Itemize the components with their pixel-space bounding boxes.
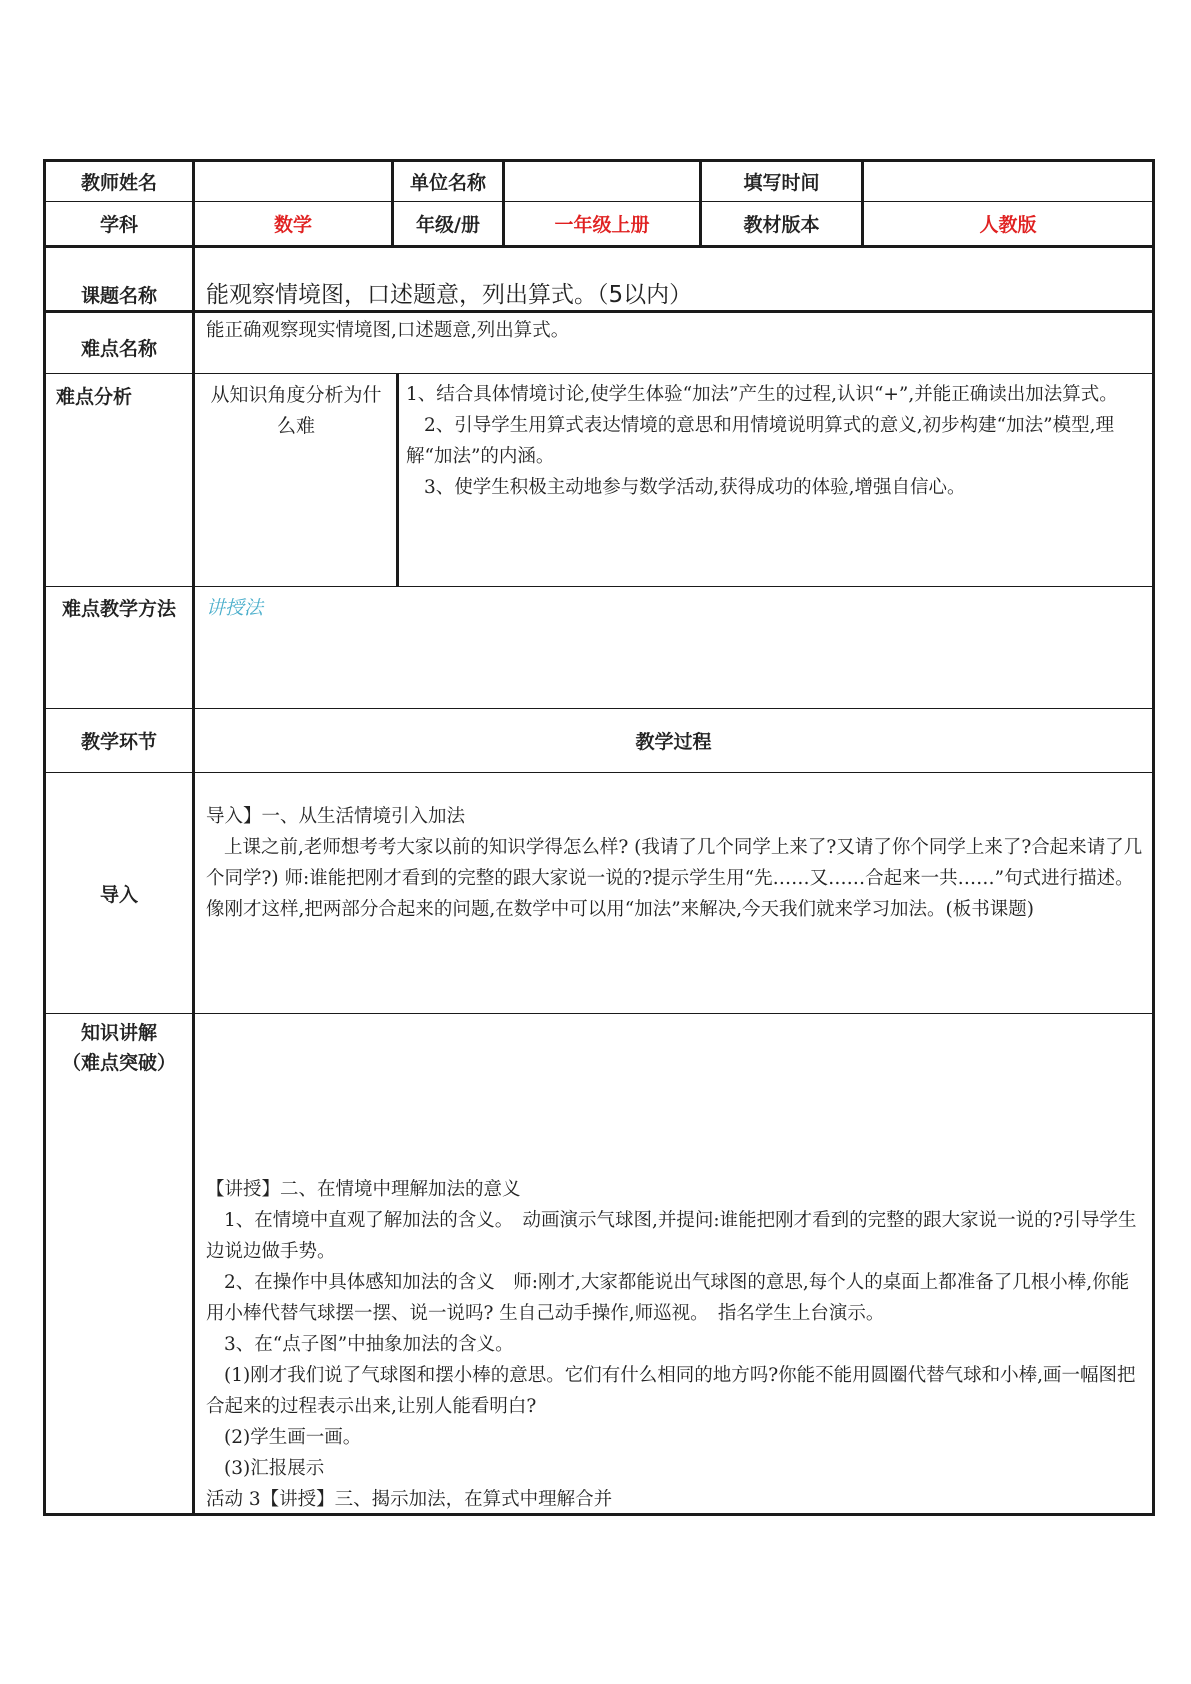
explain-paragraph: (2)学生画一画。 [224,1427,362,1448]
fill-time-field[interactable] [864,162,1152,201]
topic-value: 能观察情境图，口述题意，列出算式。（5以内） [206,282,693,308]
intro-label: 导入 [99,883,138,906]
subject-label: 学科 [99,214,138,236]
teacher-name-label: 教师姓名 [80,172,157,194]
explain-content [206,1174,1146,1515]
row-divider [43,373,1155,374]
explain-paragraph: 活动 3【讲授】三、揭示加法，在算式中理解合并 [206,1489,613,1510]
difficulty-value: 能正确观察现实情境图,口述题意,列出算式。 [206,320,570,341]
unit-name-field[interactable] [505,162,699,201]
explain-paragraph: 3、在“点子图”中抽象加法的含义。 [224,1334,514,1355]
analysis-point: 2、引导学生用算式表达情境的意思和用情境说明算式的意义,初步构建“加法”模型,理解“加法”的内涵。 [406,415,1114,467]
row-divider [43,772,1155,773]
intro-heading: 导入】一、从生活情境引入加法 [206,806,466,827]
difficulty-label: 难点名称 [80,337,157,360]
analysis-sub-label: 从知识角度分析为什么难 [210,384,382,437]
explain-paragraph: (3)汇报展示 [224,1458,325,1479]
explain-label-line: 知识讲解 [80,1022,157,1044]
grade-value: 一年级上册 [554,214,650,236]
grade-label: 年级/册 [416,214,480,236]
analysis-label: 难点分析 [56,385,133,408]
edition-value: 人教版 [979,214,1037,236]
column-divider [192,159,195,1516]
subject-value: 数学 [273,214,312,236]
process-header: 教学过程 [635,731,712,753]
fill-time-label: 填写时间 [743,172,820,194]
stage-header: 教学环节 [80,731,157,753]
intro-content [206,801,1146,925]
teacher-name-field[interactable] [195,162,391,201]
analysis-points [406,379,1146,503]
explain-paragraph: (1)刚才我们说了气球图和摆小棒的意思。它们有什么相同的地方吗?你能不能用圆圈代替气球和小棒,画一幅图把合起来的过程表示出来,让别人能看明白? [206,1365,1136,1417]
unit-name-label: 单位名称 [409,172,486,194]
row-divider [43,245,1155,248]
edition-label: 教材版本 [743,214,820,236]
column-divider [396,374,399,586]
analysis-point: 3、使学生积极主动地参与数学活动,获得成功的体验,增强自信心。 [424,477,966,498]
row-divider [43,1013,1155,1014]
method-label: 难点教学方法 [61,597,176,620]
table-right-border [1152,159,1155,1516]
explain-heading: 【讲授】二、在情境中理解加法的意义 [206,1179,521,1200]
analysis-point: 1、结合具体情境讨论,使学生体验“加法”产生的过程,认识“+”,并能正确读出加法算式。 [406,384,1118,405]
row-divider [43,586,1155,587]
topic-label: 课题名称 [80,284,157,307]
explain-paragraph: 2、在操作中具体感知加法的含义 师:刚才,大家都能说出气球图的意思,每个人的桌面上都准备了几根小棒,你能用小棒代替气球摆一摆、说一说吗? 生自己动手操作,师巡视。 指名学生上台演示。 [206,1272,1130,1324]
method-value: 讲授法 [206,597,264,619]
explain-label [46,1018,192,1078]
explain-label-line: （难点突破） [61,1052,176,1074]
explain-paragraph: 1、在情境中直观了解加法的含义。 动画演示气球图,并提问:谁能把刚才看到的完整的跟大家说一说的?引导学生边说边做手势。 [206,1210,1137,1262]
intro-paragraph: 上课之前,老师想考考大家以前的知识学得怎么样? (我请了几个同学上来了?又请了你个同学上来了?合起来请了几个同学?) 师:谁能把刚才看到的完整的跟大家说一说的?提示学生用“先……又……合起来一共……”句式进行描述。 像刚才这样,把两部分合起来的问题,在数学中可以用“加法”来解决,今天我们就来学习加法。(板书课题) [206,837,1143,920]
